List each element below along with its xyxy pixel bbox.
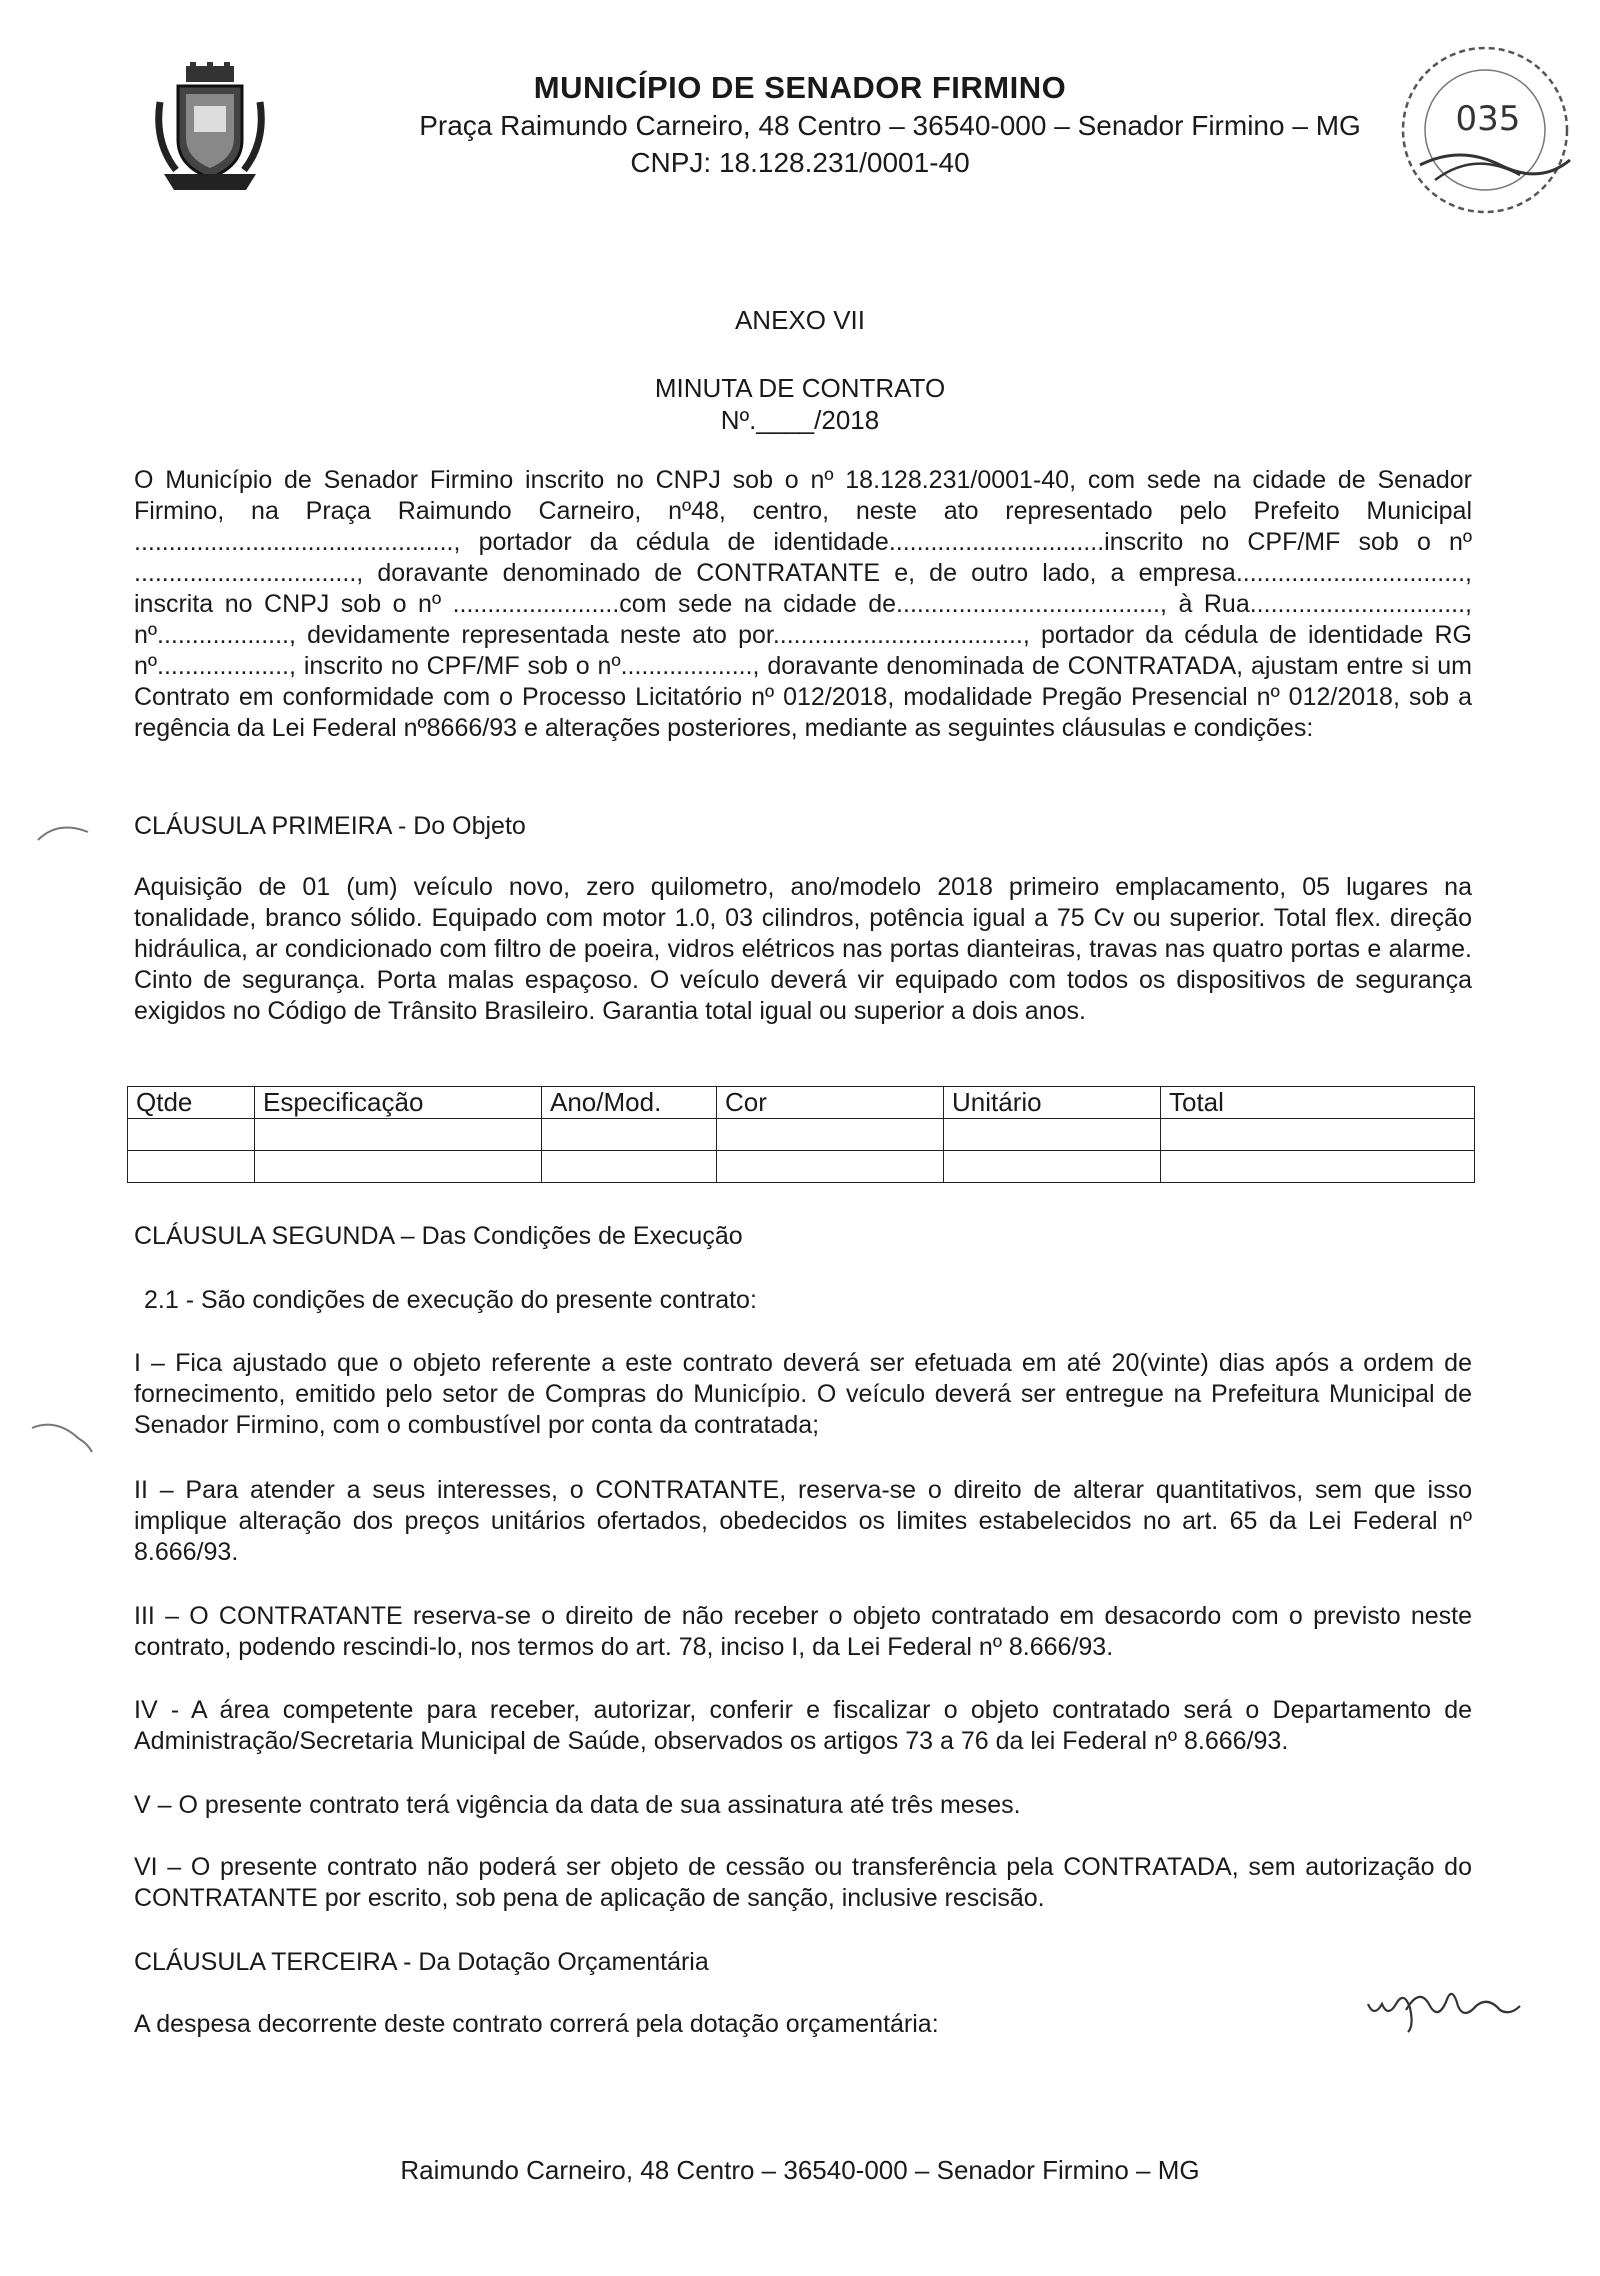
col-header-cor: Cor	[717, 1087, 944, 1119]
commission-stamp	[1380, 30, 1580, 230]
table-cell	[944, 1119, 1161, 1151]
annex-title: ANEXO VII	[734, 305, 866, 335]
clause-1-text: Aquisição de 01 (um) veículo novo, zero quilometro, ano/modelo 2018 primeiro emplacamento, 05 lugares na tonalidade, branco sólido. Equipado com motor 1.0, 03 cilindros, potência igual a 75 Cv ou superior. Total flex. direção hidráulica, ar condicionado com filtro de poeira, vidros elétricos nas portas dianteiras, travas nas quatro portas e alarme. Cinto de segurança. Porta malas espaçoso. O veículo deverá vir equipado com todos os dispositivos de segurança exigidos no Código de Trânsito Brasileiro. Garantia total igual ou superior a dois anos.	[134, 873, 1472, 1025]
col-header-especificacao: Especificação	[255, 1087, 542, 1119]
table-cell	[717, 1119, 944, 1151]
svg-text:035: 035	[1455, 99, 1521, 139]
handwritten-initials-signature	[1360, 1976, 1530, 2036]
preamble-text: O Município de Senador Firmino inscrito no CNPJ sob o nº 18.128.231/0001-40, com sede na cidade de Senador Firmino, na Praça Raimundo Carneiro, nº48, centro, neste ato representado pelo Prefeito Municipal .............................................., portador da cédula de identidade...............................inscrito no CPF/MF sob o nº ................................, doravante denominado de CONTRATANTE e, de outro lado, a empresa................................., inscrita no CNPJ sob o nº ........................com sede na cidade de......................................, à Rua..............................., nº..................., devidamente representada neste ato por...................................., portador da cédula de identidade RG nº..................., inscrito no CPF/MF sob o nº..................., doravante denominada de CONTRATADA, ajustam entre si um Contrato em conformidade com o Processo Licitatório nº 012/2018, modalidade Pregão Presencial nº 012/2018, sob a regência da Lei Federal nº8666/93 e alterações posteriores, mediante as seguintes cláusulas e condições:	[134, 466, 1472, 742]
margin-mark	[28, 1408, 98, 1458]
contract-number: Nº.____/2018	[720, 405, 880, 435]
clause-2-item-iii: III – O CONTRATANTE reserva-se o direito de não receber o objeto contratado em desacordo com o previsto neste contrato, podendo rescindi-lo, nos termos do art. 78, inciso I, da Lei Federal nº 8.666/93.	[134, 1602, 1472, 1661]
col-header-ano-mod: Ano/Mod.	[542, 1087, 717, 1119]
municipal-crest-logo	[150, 62, 270, 196]
table-cell	[1161, 1151, 1475, 1183]
table-cell	[128, 1151, 255, 1183]
contract-title: MINUTA DE CONTRATO	[654, 373, 946, 403]
col-header-total: Total	[1161, 1087, 1475, 1119]
clause-1-title: CLÁUSULA PRIMEIRA - Do Objeto	[134, 812, 526, 840]
table-cell	[128, 1119, 255, 1151]
preamble-paragraph	[134, 465, 1472, 744]
table-row	[128, 1151, 1475, 1183]
header-address: Praça Raimundo Carneiro, 48 Centro – 36540-000 – Senador Firmino – MG	[419, 110, 1361, 141]
clause-2-item-i: I – Fica ajustado que o objeto referente a este contrato deverá ser efetuada em até 20(vinte) dias após a ordem de fornecimento, emitido pelo setor de Compras do Município. O veículo deverá ser entregue na Prefeitura Municipal de Senador Firmino, com o combustível por conta da contratada;	[134, 1349, 1472, 1439]
municipality-title: MUNICÍPIO DE SENADOR FIRMINO	[533, 70, 1067, 105]
clause-3-title: CLÁUSULA TERCEIRA - Da Dotação Orçamentária	[134, 1948, 709, 1976]
table-cell	[255, 1119, 542, 1151]
clause-2-title: CLÁUSULA SEGUNDA – Das Condições de Execução	[134, 1222, 743, 1250]
clause-3-text: A despesa decorrente deste contrato correrá pela dotação orçamentária:	[134, 2010, 939, 2038]
clause-2-item-v: V – O presente contrato terá vigência da data de sua assinatura até três meses.	[134, 1791, 1021, 1819]
margin-mark	[28, 810, 98, 860]
col-header-qtde: Qtde	[128, 1087, 255, 1119]
clause-2-item-iv: IV - A área competente para receber, autorizar, conferir e fiscalizar o objeto contratado será o Departamento de Administração/Secretaria Municipal de Saúde, observados os artigos 73 a 76 da lei Federal nº 8.666/93.	[134, 1696, 1472, 1755]
items-table	[127, 1086, 1475, 1183]
header-cnpj: CNPJ: 18.128.231/0001-40	[630, 147, 970, 178]
table-cell	[717, 1151, 944, 1183]
table-cell	[1161, 1119, 1475, 1151]
table-cell	[255, 1151, 542, 1183]
table-cell	[542, 1119, 717, 1151]
table-row	[128, 1119, 1475, 1151]
clause-2-item-ii: II – Para atender a seus interesses, o CONTRATANTE, reserva-se o direito de alterar quantitativos, sem que isso implique alteração dos preços unitários ofertados, obedecidos os limites estabelecidos no art. 65 da Lei Federal nº 8.666/93.	[134, 1476, 1472, 1566]
table-cell	[542, 1151, 717, 1183]
col-header-unitario: Unitário	[944, 1087, 1161, 1119]
table-cell	[944, 1151, 1161, 1183]
clause-2-intro: 2.1 - São condições de execução do presente contrato:	[144, 1286, 757, 1314]
table-header-row	[128, 1087, 1475, 1119]
clause-2-item-vi: VI – O presente contrato não poderá ser objeto de cessão ou transferência pela CONTRATADA, sem autorização do CONTRATANTE por escrito, sob pena de aplicação de sanção, inclusive rescisão.	[134, 1853, 1472, 1912]
footer-address: Raimundo Carneiro, 48 Centro – 36540-000 – Senador Firmino – MG	[400, 2155, 1200, 2185]
